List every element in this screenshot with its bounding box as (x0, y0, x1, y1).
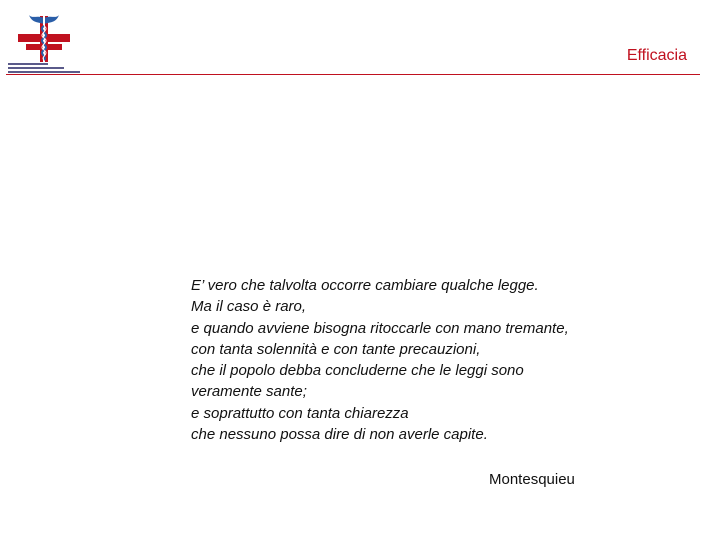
page-title: Efficacia (626, 47, 687, 64)
quote-author: Montesquieu (489, 471, 575, 488)
caduceus-cross-icon (4, 12, 84, 64)
quote-line: che nessuno possa dire di non averle capite. (191, 426, 488, 444)
header-divider (6, 74, 700, 75)
quote-line: con tanta solennità e con tante precauzioni, (191, 340, 481, 358)
quote-line: e quando avviene bisogna ritoccarle con mano tremante, (191, 319, 569, 337)
quote-line: veramente sante; (191, 383, 307, 401)
logo-caption (8, 62, 82, 73)
quote-block (191, 275, 691, 445)
quote-line: che il popolo debba concluderne che le leggi sono (191, 362, 524, 380)
quote-line: Ma il caso è raro, (191, 298, 307, 316)
quote-line: e soprattutto con tanta chiarezza (191, 404, 409, 422)
quote-line: E’ vero che talvolta occorre cambiare qualche legge. (191, 277, 539, 294)
